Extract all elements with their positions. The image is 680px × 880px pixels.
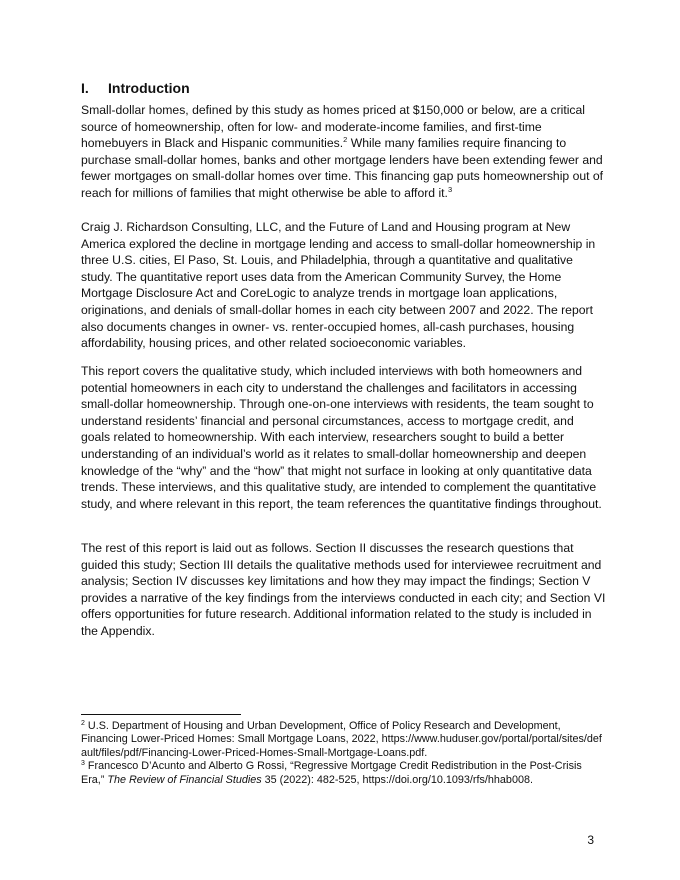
footnote-marker: 2 xyxy=(81,720,85,727)
paragraph-intro xyxy=(81,102,606,202)
page-number: 3 xyxy=(587,833,594,847)
paragraph-report-outline: The rest of this report is laid out as follows. Section II discusses the research questions that guided this study; Section III details the qualitative methods used for interviewee recruitment and analysis; Section IV discusses key limitations and how they may impact the findings; Section V provides a narrative of the key findings from the interviews conducted in each city; and Section VI offers opportunities for future research. Additional information related to the study is included in the Appendix. xyxy=(81,541,606,638)
footnote-2 xyxy=(81,720,606,760)
footnote-3 xyxy=(81,760,606,787)
footnote-link[interactable]: https://www.huduser.gov/portal/portal/sites/default/files/pdf/Financing-Lower-Priced-Homes-Small-Mortgage-Loans.pdf. xyxy=(81,733,602,759)
footnote-ref-3[interactable]: 3 xyxy=(447,184,453,194)
footnotes-section xyxy=(81,720,606,787)
footnote-marker: 3 xyxy=(81,760,85,768)
footnote-text: 35 (2022): 482-525, https://doi.org/10.1093/rfs/hhab008. xyxy=(261,773,533,786)
paragraph-study-overview: Craig J. Richardson Consulting, LLC, and the Future of Land and Housing program at New America explored the decline in mortgage lending and access to small-dollar homeownership in three U.S. cities, El Paso, St. Louis, and Philadelphia, through a quantitative and qualitative study. The quantitative report uses data from the American Community Survey, the Home Mortgage Disclosure Act and CoreLogic to analyze trends in mortgage loan applications, originations, and denials of small-dollar homes in each city between 2007 and 2022. The report also documents changes in owner- vs. renter-occupied homes, all-cash purchases, housing affordability, housing prices, and other related socioeconomic variables. xyxy=(81,220,596,351)
footnote-text: U.S. Department of Housing and Urban Development, Office of Policy Research and Development, Financing Lower-Priced Homes: Small Mortgage Loans, 2022, xyxy=(81,720,561,746)
section-title: Introduction xyxy=(108,80,190,96)
section-number: I. xyxy=(81,80,89,96)
footnote-journal: The Review of Financial Studies xyxy=(107,773,262,786)
paragraph-text: Small-dollar homes, defined by this study as homes priced at $150,000 or below, are a critical source of homeownership, often for low- and moderate-income families, and first-time homebuyers in Black and Hispanic communities. xyxy=(81,103,586,151)
paragraph-qualitative-study: This report covers the qualitative study, which included interviews with both homeowners and potential homeowners in each city to understand the challenges and facilitators in accessing small-dollar homeownership. Through one-on-one interviews with residents, the team sought to understand residents’ financial and personal circumstances, access to mortgage credit, and goals related to homeownership. With each interview, researchers sought to build a better understanding of an individual’s world as it relates to small-dollar homeownership and deepen knowledge of the “why” and the “how” that might not surface in looking at only quantitative data trends. These interviews, and this qualitative study, are intended to complement the quantitative study, and where relevant in this report, the team references the quantitative findings throughout. xyxy=(81,364,602,511)
paragraph-text: While many families require financing to purchase small-dollar homes, banks and other mortgage lenders have been extending fewer and fewer mortgages on small-dollar homes over time. This financing gap puts homeownership out of reach for millions of families that might otherwise be able to afford it. xyxy=(81,136,604,200)
footnote-text: Francesco D’Acunto and Alberto G Rossi, “Regressive Mortgage Credit Redistribution in the Post-Crisis Era,” xyxy=(81,760,582,786)
section-heading xyxy=(81,79,190,97)
footnote-ref-2[interactable]: 2 xyxy=(343,135,348,145)
footnote-divider xyxy=(81,714,241,715)
